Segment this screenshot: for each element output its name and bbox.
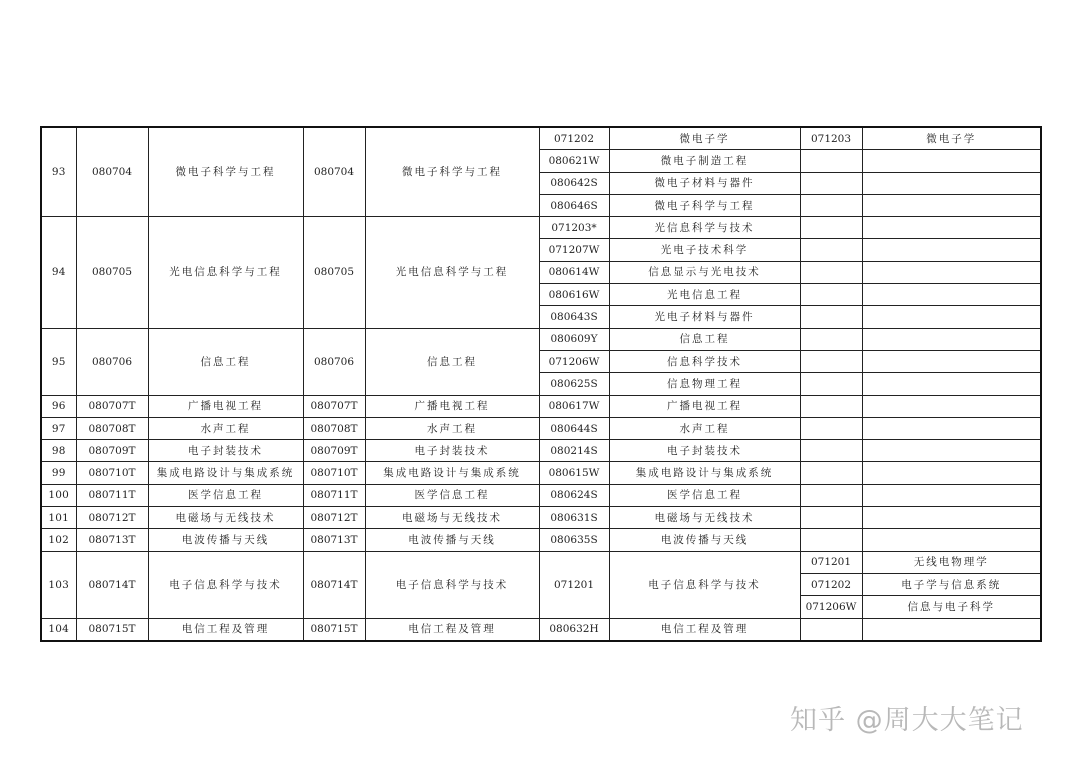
ref-major-name-cell: 电子信息科学与技术 [609,551,800,618]
table-row [41,395,1041,417]
grad-major-name-cell: 信息与电子科学 [862,596,1041,618]
ref-major-code-cell: 080609Y [539,328,609,350]
new-major-code-cell: 080712T [303,507,365,529]
grad-major-name-cell [862,284,1041,306]
grad-major-code-cell [800,284,862,306]
new-major-name-cell: 信息工程 [365,328,539,395]
ref-major-code-cell: 080642S [539,172,609,194]
ref-major-name-cell: 电信工程及管理 [609,618,800,641]
ref-major-name-cell: 电磁场与无线技术 [609,507,800,529]
table-row [41,417,1041,439]
grad-major-code-cell: 071202 [800,573,862,595]
grad-major-name-cell [862,440,1041,462]
grad-major-name-cell: 无线电物理学 [862,551,1041,573]
grad-major-code-cell [800,373,862,395]
old-major-code-cell: 080705 [76,217,148,328]
table-row [41,484,1041,506]
ref-major-name-cell: 信息科学技术 [609,350,800,372]
row-seq-cell: 101 [41,507,76,529]
new-major-code-cell: 080707T [303,395,365,417]
ref-major-code-cell: 071207W [539,239,609,261]
grad-major-code-cell [800,395,862,417]
ref-major-code-cell: 080617W [539,395,609,417]
ref-major-code-cell: 080624S [539,484,609,506]
grad-major-name-cell: 微电子学 [862,127,1041,150]
row-seq-cell: 99 [41,462,76,484]
major-catalog-table [40,126,1042,642]
grad-major-code-cell [800,194,862,216]
row-seq-cell: 103 [41,551,76,618]
ref-major-code-cell: 080214S [539,440,609,462]
grad-major-code-cell [800,484,862,506]
old-major-code-cell: 080710T [76,462,148,484]
new-major-name-cell: 光电信息科学与工程 [365,217,539,328]
grad-major-code-cell [800,350,862,372]
grad-major-code-cell [800,217,862,239]
ref-major-name-cell: 水声工程 [609,417,800,439]
ref-major-code-cell: 080646S [539,194,609,216]
grad-major-name-cell [862,217,1041,239]
table-row [41,217,1041,239]
ref-major-code-cell: 080632H [539,618,609,641]
grad-major-name-cell [862,194,1041,216]
row-seq-cell: 98 [41,440,76,462]
table-row [41,618,1041,641]
grad-major-code-cell: 071206W [800,596,862,618]
old-major-name-cell: 微电子科学与工程 [148,127,303,217]
old-major-name-cell: 电信工程及管理 [148,618,303,641]
grad-major-name-cell [862,462,1041,484]
grad-major-code-cell [800,462,862,484]
grad-major-code-cell [800,172,862,194]
new-major-name-cell: 微电子科学与工程 [365,127,539,217]
grad-major-name-cell [862,328,1041,350]
old-major-name-cell: 电波传播与天线 [148,529,303,551]
row-seq-cell: 100 [41,484,76,506]
grad-major-name-cell [862,373,1041,395]
old-major-code-cell: 080714T [76,551,148,618]
ref-major-code-cell: 080616W [539,284,609,306]
grad-major-code-cell [800,328,862,350]
ref-major-code-cell: 080635S [539,529,609,551]
new-major-name-cell: 电子信息科学与技术 [365,551,539,618]
new-major-code-cell: 080704 [303,127,365,217]
table-row [41,440,1041,462]
old-major-name-cell: 信息工程 [148,328,303,395]
grad-major-code-cell [800,239,862,261]
new-major-name-cell: 集成电路设计与集成系统 [365,462,539,484]
old-major-name-cell: 集成电路设计与集成系统 [148,462,303,484]
old-major-code-cell: 080713T [76,529,148,551]
row-seq-cell: 97 [41,417,76,439]
new-major-code-cell: 080709T [303,440,365,462]
new-major-code-cell: 080710T [303,462,365,484]
table-row [41,127,1041,150]
grad-major-name-cell [862,529,1041,551]
ref-major-code-cell: 071201 [539,551,609,618]
row-seq-cell: 95 [41,328,76,395]
grad-major-code-cell: 071203 [800,127,862,150]
grad-major-name-cell [862,507,1041,529]
row-seq-cell: 104 [41,618,76,641]
grad-major-code-cell [800,507,862,529]
old-major-name-cell: 电磁场与无线技术 [148,507,303,529]
ref-major-name-cell: 信息工程 [609,328,800,350]
ref-major-name-cell: 光电信息工程 [609,284,800,306]
ref-major-code-cell: 080621W [539,150,609,172]
grad-major-code-cell [800,150,862,172]
ref-major-code-cell: 080631S [539,507,609,529]
ref-major-code-cell: 080625S [539,373,609,395]
ref-major-name-cell: 信息显示与光电技术 [609,261,800,283]
ref-major-code-cell: 080614W [539,261,609,283]
old-major-code-cell: 080708T [76,417,148,439]
grad-major-name-cell [862,350,1041,372]
old-major-code-cell: 080711T [76,484,148,506]
new-major-name-cell: 广播电视工程 [365,395,539,417]
new-major-code-cell: 080715T [303,618,365,641]
ref-major-code-cell: 080643S [539,306,609,328]
ref-major-code-cell: 071203* [539,217,609,239]
new-major-name-cell: 电磁场与无线技术 [365,507,539,529]
new-major-name-cell: 电子封装技术 [365,440,539,462]
ref-major-name-cell: 广播电视工程 [609,395,800,417]
grad-major-name-cell [862,239,1041,261]
old-major-name-cell: 广播电视工程 [148,395,303,417]
table-row [41,507,1041,529]
ref-major-name-cell: 光电子技术科学 [609,239,800,261]
new-major-code-cell: 080711T [303,484,365,506]
ref-major-name-cell: 集成电路设计与集成系统 [609,462,800,484]
old-major-code-cell: 080709T [76,440,148,462]
grad-major-code-cell [800,529,862,551]
grad-major-name-cell [862,417,1041,439]
ref-major-name-cell: 电子封装技术 [609,440,800,462]
grad-major-code-cell [800,306,862,328]
old-major-name-cell: 水声工程 [148,417,303,439]
old-major-code-cell: 080707T [76,395,148,417]
ref-major-name-cell: 信息物理工程 [609,373,800,395]
new-major-name-cell: 电波传播与天线 [365,529,539,551]
ref-major-name-cell: 微电子学 [609,127,800,150]
row-seq-cell: 94 [41,217,76,328]
grad-major-code-cell [800,440,862,462]
ref-major-name-cell: 医学信息工程 [609,484,800,506]
ref-major-name-cell: 微电子制造工程 [609,150,800,172]
new-major-code-cell: 080708T [303,417,365,439]
grad-major-name-cell [862,484,1041,506]
ref-major-code-cell: 071206W [539,350,609,372]
old-major-name-cell: 电子封装技术 [148,440,303,462]
table-row [41,328,1041,350]
new-major-code-cell: 080713T [303,529,365,551]
ref-major-code-cell: 071202 [539,127,609,150]
row-seq-cell: 102 [41,529,76,551]
ref-major-name-cell: 电波传播与天线 [609,529,800,551]
old-major-code-cell: 080715T [76,618,148,641]
old-major-code-cell: 080712T [76,507,148,529]
new-major-name-cell: 医学信息工程 [365,484,539,506]
row-seq-cell: 93 [41,127,76,217]
table-row [41,529,1041,551]
new-major-code-cell: 080706 [303,328,365,395]
ref-major-name-cell: 光电子材料与器件 [609,306,800,328]
ref-major-code-cell: 080615W [539,462,609,484]
row-seq-cell: 96 [41,395,76,417]
grad-major-name-cell [862,172,1041,194]
old-major-code-cell: 080706 [76,328,148,395]
grad-major-name-cell: 电子学与信息系统 [862,573,1041,595]
grad-major-code-cell [800,261,862,283]
grad-major-code-cell: 071201 [800,551,862,573]
ref-major-name-cell: 微电子科学与工程 [609,194,800,216]
old-major-name-cell: 医学信息工程 [148,484,303,506]
grad-major-name-cell [862,395,1041,417]
grad-major-code-cell [800,618,862,641]
new-major-code-cell: 080705 [303,217,365,328]
table-row [41,462,1041,484]
grad-major-name-cell [862,618,1041,641]
zhihu-watermark: 知乎 @周大大笔记 [790,705,1024,736]
ref-major-code-cell: 080644S [539,417,609,439]
grad-major-name-cell [862,261,1041,283]
table-row [41,551,1041,573]
ref-major-name-cell: 微电子材料与器件 [609,172,800,194]
new-major-name-cell: 电信工程及管理 [365,618,539,641]
old-major-code-cell: 080704 [76,127,148,217]
ref-major-name-cell: 光信息科学与技术 [609,217,800,239]
grad-major-name-cell [862,306,1041,328]
old-major-name-cell: 电子信息科学与技术 [148,551,303,618]
new-major-name-cell: 水声工程 [365,417,539,439]
new-major-code-cell: 080714T [303,551,365,618]
grad-major-name-cell [862,150,1041,172]
grad-major-code-cell [800,417,862,439]
old-major-name-cell: 光电信息科学与工程 [148,217,303,328]
